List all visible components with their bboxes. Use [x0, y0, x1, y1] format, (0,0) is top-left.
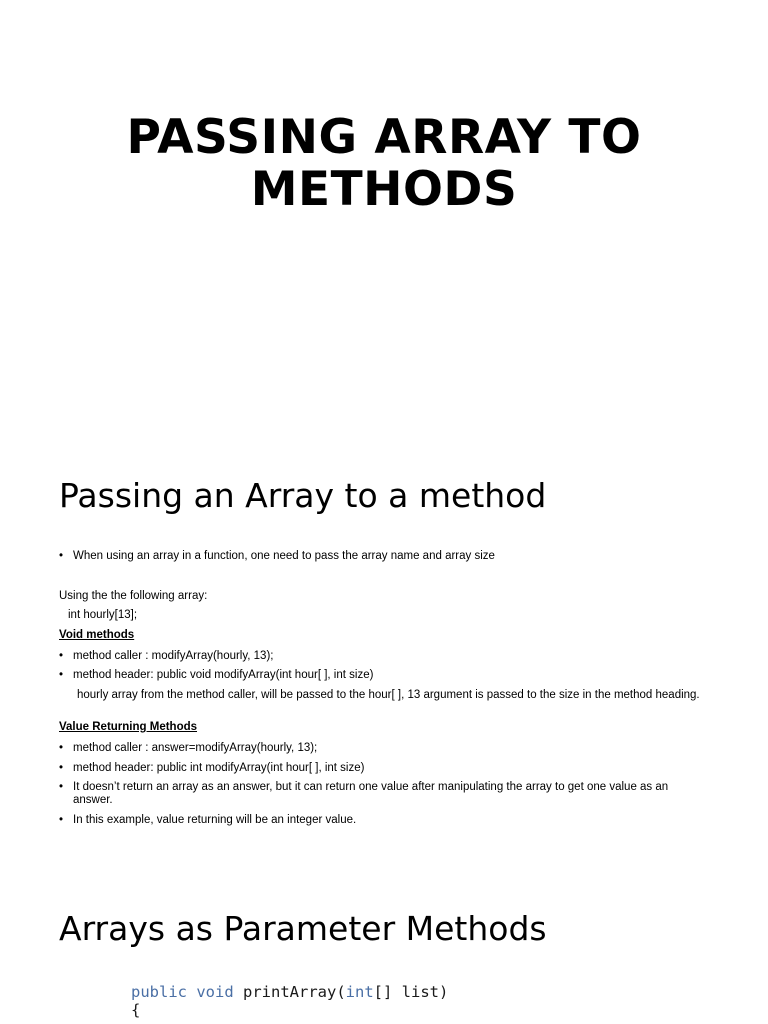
- void-note: hourly array from the method caller, will be passed to the hour[ ], 13 argument is passed to the size in the method heading.: [77, 689, 700, 701]
- void-caller-bullet: • method caller : modifyArray(hourly, 13);: [59, 650, 273, 663]
- title-slide: [0, 0, 768, 420]
- value-returning-heading: Value Returning Methods: [59, 721, 198, 733]
- code-type: int: [345, 983, 374, 1001]
- passing-array-slide: [0, 455, 768, 875]
- code-method-name: printArray(: [243, 983, 346, 1001]
- main-title: [0, 112, 768, 216]
- code-parameter: [] list): [373, 983, 449, 1001]
- code-brace: {: [131, 1001, 141, 1019]
- void-methods-heading: Void methods: [59, 629, 135, 641]
- code-keyword: public: [131, 983, 187, 1001]
- code-keyword: void: [196, 983, 234, 1001]
- array-declaration: int hourly[13];: [68, 609, 138, 621]
- value-caller-bullet: • method caller : answer=modifyArray(hourly, 13);: [59, 742, 317, 755]
- value-header-bullet: • method header: public int modifyArray(int hour[ ], int size): [59, 762, 364, 775]
- arrays-as-parameter-slide: [0, 895, 768, 1024]
- bullet-intro: • When using an array in a function, one need to pass the array name and array size: [59, 550, 495, 563]
- value-note-bullet: • It doesn’t return an array as an answer, but it can return one value after manipulating the array to get one value as an answer.: [59, 781, 703, 807]
- code-snippet: [131, 983, 448, 1019]
- using-text: Using the the following array:: [59, 590, 208, 602]
- main-title-line-1: PASSING ARRAY TO: [126, 110, 642, 165]
- value-example-bullet: • In this example, value returning will be an integer value.: [59, 814, 356, 827]
- main-title-line-2: METHODS: [250, 162, 518, 217]
- void-header-bullet: • method header: public void modifyArray(int hour[ ], int size): [59, 669, 373, 682]
- slide-heading: Passing an Array to a method: [59, 476, 547, 515]
- slide-heading: Arrays as Parameter Methods: [59, 909, 547, 948]
